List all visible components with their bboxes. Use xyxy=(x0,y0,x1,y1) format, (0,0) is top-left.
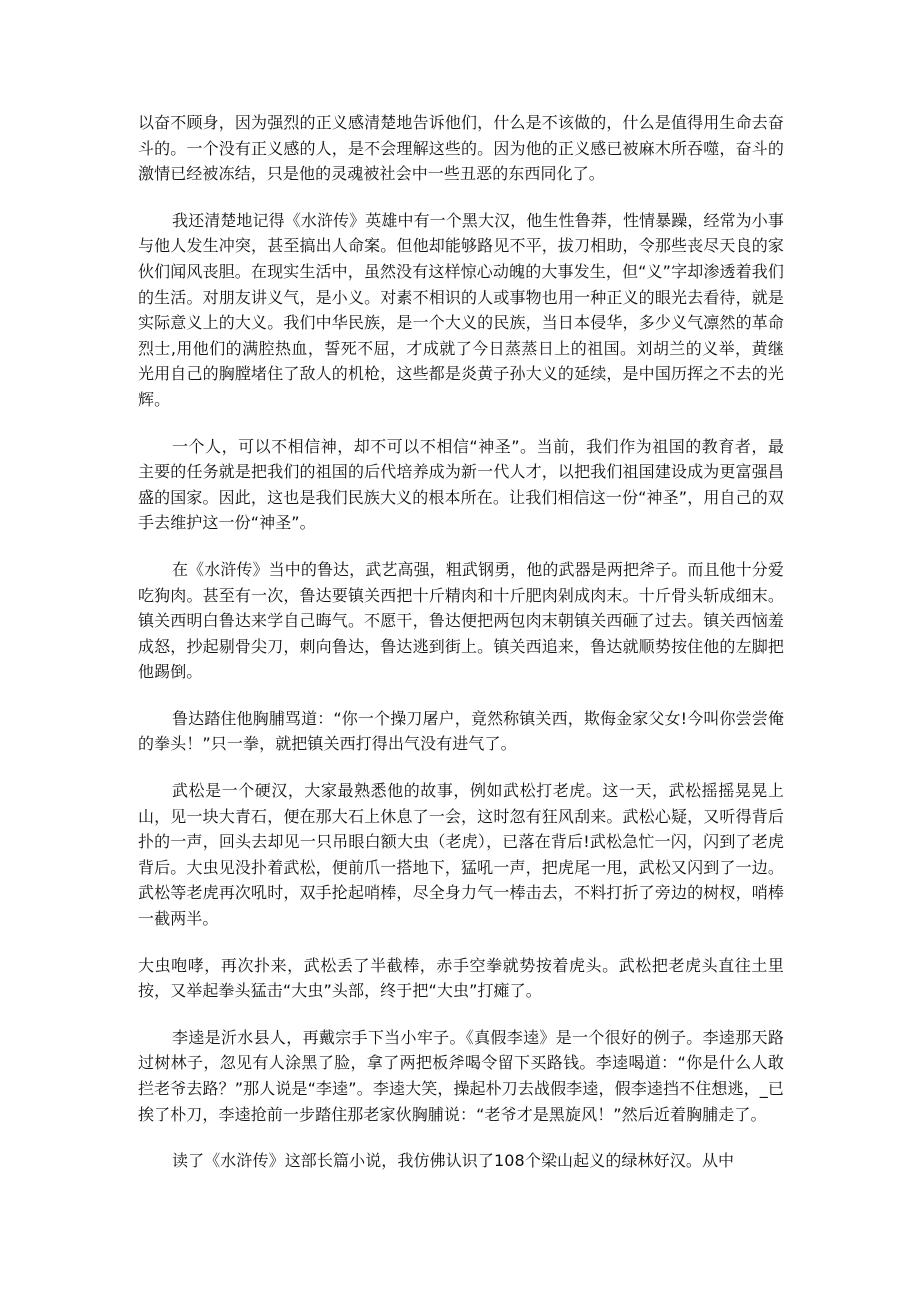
paragraph-9: 读了《水浒传》这部长篇小说，我仿佛认识了108个梁山起义的绿林好汉。从中 xyxy=(172,1151,735,1171)
paragraph-1: 以奋不顾身，因为强烈的正义感清楚地告诉他们，什么是不该做的，什么是值得用生命去奋斗的。一个没有正义感的人，是不会理解这些的。因为他的正义感已被麻木所吞噬，奋斗的激情已经被冻结，只是他的灵魂被社会中一些丑恶的东西同化了。 xyxy=(138,113,784,184)
paragraph-2: 我还清楚地记得《水浒传》英雄中有一个黑大汉，他生性鲁莽，性情暴躁，经常为小事与他人发生冲突，甚至搞出人命案。但他却能够路见不平，拔刀相助，令那些丧尽天良的家伙们闻风丧胆。在现实生活中，虽然没有这样惊心动魄的大事发生，但“义”字却渗透着我们的生活。对朋友讲义气，是小义。对素不相识的人或事物也用一种正义的眼光去看待，就是实际意义上的大义。我们中华民族，是一个大义的民族，当日本侵华，多少义气凛然的革命烈士,用他们的满腔热血，誓死不屈，才成就了今日蒸蒸日上的祖国。刘胡兰的义举，黄继光用自己的胸膛堵住了敌人的机枪，这些都是炎黄子孙大义的延续，是中国历挥之不去的光辉。 xyxy=(138,210,784,409)
paragraph-3: 一个人，可以不相信神，却不可以不相信“神圣”。当前，我们作为祖国的教育者，最主要的任务就是把我们的祖国的后代培养成为新一代人才，以把我们祖国建设成为更富强昌盛的国家。因此，这也是我们民族大义的根本所在。让我们相信这一份“神圣”，用自己的双手去维护这一份“神圣”。 xyxy=(138,436,784,533)
paragraph-5: 鲁达踏住他胸脯骂道：“你一个操刀屠户，竟然称镇关西，欺侮金家父女!今叫你尝尝俺的拳头！”只一拳，就把镇关西打得出气没有进气了。 xyxy=(138,708,784,754)
paragraph-8: 李逵是沂水县人，再戴宗手下当小牢子。《真假李逵》是一个很好的例子。李逵那天路过树林子，忽见有人涂黑了脸，拿了两把板斧喝令留下买路钱。李逵喝道：“你是什么人敢拦老爷去路？”那人说是“李逵”。李逵大笑，操起朴刀去战假李逵，假李逵挡不住想逃，_已挨了朴刀，李逵抢前一步踏住那老家伙胸脯说：“老爷才是黑旋风！”然后近着胸脯走了。 xyxy=(138,1027,784,1124)
paragraph-4: 在《水浒传》当中的鲁达，武艺高强，粗武钢勇，他的武器是两把斧子。而且他十分爱吃狗肉。甚至有一次，鲁达要镇关西把十斤精肉和十斤肥肉剁成肉末。十斤骨头斩成细末。镇关西明白鲁达来学自己晦气。不愿干，鲁达便把两包肉末朝镇关西砸了过去。镇关西恼羞成怒，抄起剔骨尖刀，刺向鲁达，鲁达逃到街上。镇关西追来，鲁达就顺势按住他的左脚把他踢倒。 xyxy=(138,559,784,682)
paragraph-6: 武松是一个硬汉，大家最熟悉他的故事，例如武松打老虎。这一天，武松摇摇晃晃上山，见一块大青石，便在那大石上休息了一会，这时忽有狂风刮来。武松心疑，又听得背后扑的一声，回头去却见一只吊眼白额大虫（老虎），已落在背后!武松急忙一闪，闪到了老虎背后。大虫见没扑着武松，便前爪一搭地下，猛吼一声，把虎尾一甩，武松又闪到了一边。武松等老虎再次吼时，双手抡起哨棒，尽全身力气一棒击去，不料打折了旁边的树杈，哨棒一截两半。 xyxy=(138,781,784,929)
document-body xyxy=(138,110,784,1195)
paragraph-7: 大虫咆哮，再次扑来，武松丢了半截棒，赤手空拳就势按着虎头。武松把老虎头直往土里按，又举起拳头猛击“大虫”头部，终于把“大虫”打瘫了。 xyxy=(138,955,784,1001)
